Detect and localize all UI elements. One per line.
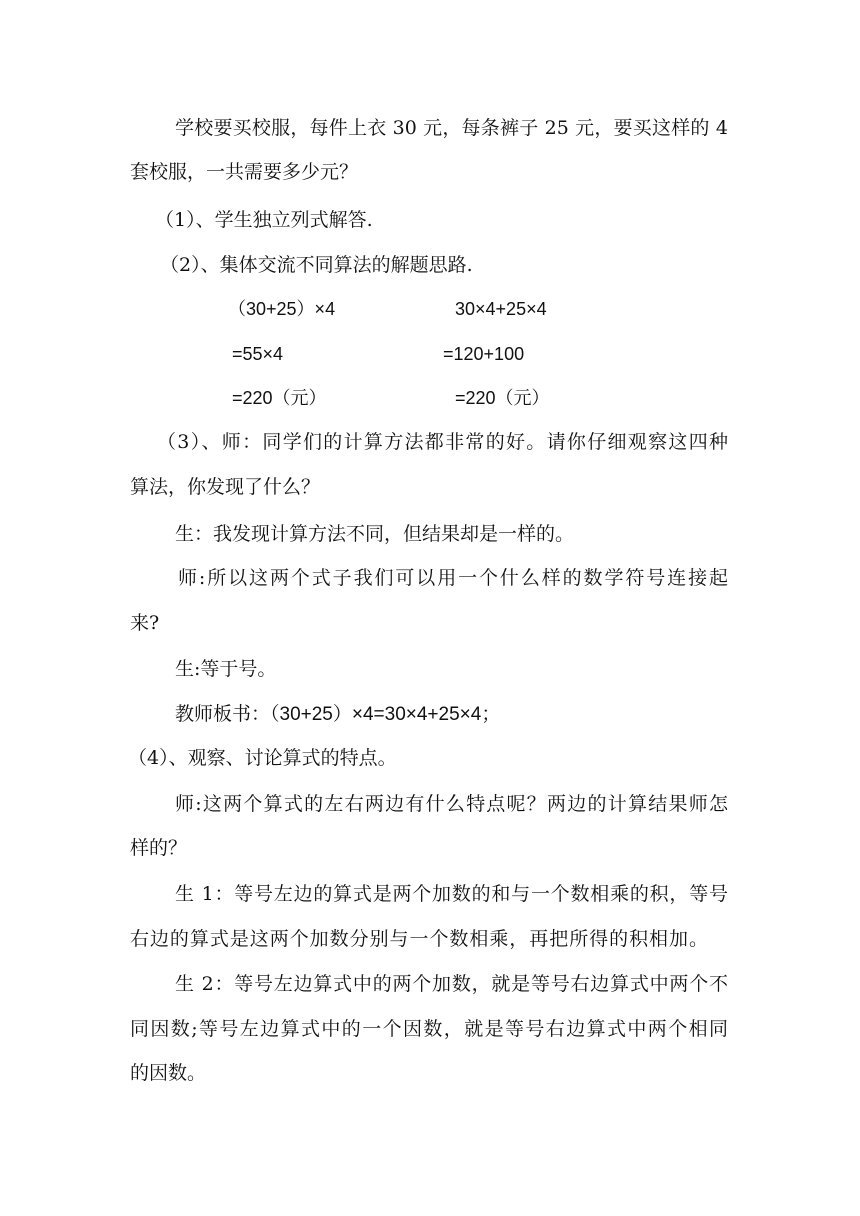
- student-equal: 生:等于号。: [175, 658, 277, 680]
- problem-line-1: 学校要买校服，每件上衣 30 元，每条裤子 25 元，要买这样的 4: [175, 117, 728, 139]
- calc-right-line-3: =220（元）: [455, 388, 550, 408]
- student-found: 生：我发现计算方法不同，但结果却是一样的。: [175, 523, 575, 545]
- student-2-line-3: 的因数。: [130, 1062, 207, 1084]
- calc-right-line-1: 30×4+25×4: [455, 299, 547, 319]
- calc-right-line-2: =120+100: [443, 344, 525, 364]
- teacher-question-2-line-2: 样的？: [130, 837, 188, 859]
- step-1: （1）、学生独立列式解答.: [155, 209, 373, 231]
- teacher-question-2-line-1: 师:这两个算式的左右两边有什么特点呢？两边的计算结果师怎: [175, 793, 728, 815]
- calc-left-line-3: =220（元）: [232, 388, 327, 408]
- student-2-line-1: 生 2：等号左边算式中的两个加数，就是等号右边算式中两个不: [175, 973, 728, 995]
- calc-left-line-1: （30+25）×4: [228, 299, 336, 319]
- student-2-line-2: 同因数;等号左边算式中的一个因数，就是等号右边算式中两个相同: [130, 1018, 728, 1040]
- step-4: （4）、观察、讨论算式的特点。: [128, 747, 397, 769]
- problem-line-2: 套校服，一共需要多少元？: [130, 161, 359, 183]
- board-formula: （30+25）×4=30×4+25×4；: [270, 704, 501, 725]
- teacher-question-line-1: 师:所以这两个式子我们可以用一个什么样的数学符号连接起: [178, 567, 728, 589]
- step-3-line-1: （3）、师：同学们的计算方法都非常的好。请你仔细观察这四种: [157, 431, 728, 453]
- board-line: [175, 702, 500, 727]
- student-1-line-1: 生 1：等号左边的算式是两个加数的和与一个数相乘的积，等号: [175, 883, 728, 905]
- calc-left-line-2: =55×4: [232, 344, 284, 364]
- board-label: 教师板书：: [175, 703, 271, 725]
- step-2: （2）、集体交流不同算法的解题思路.: [160, 254, 473, 276]
- step-3-line-2: 算法，你发现了什么？: [130, 476, 321, 498]
- teacher-question-line-2: 来?: [130, 612, 160, 634]
- student-1-line-2: 右边的算式是这两个加数分别与一个数相乘，再把所得的积相加。: [130, 928, 708, 950]
